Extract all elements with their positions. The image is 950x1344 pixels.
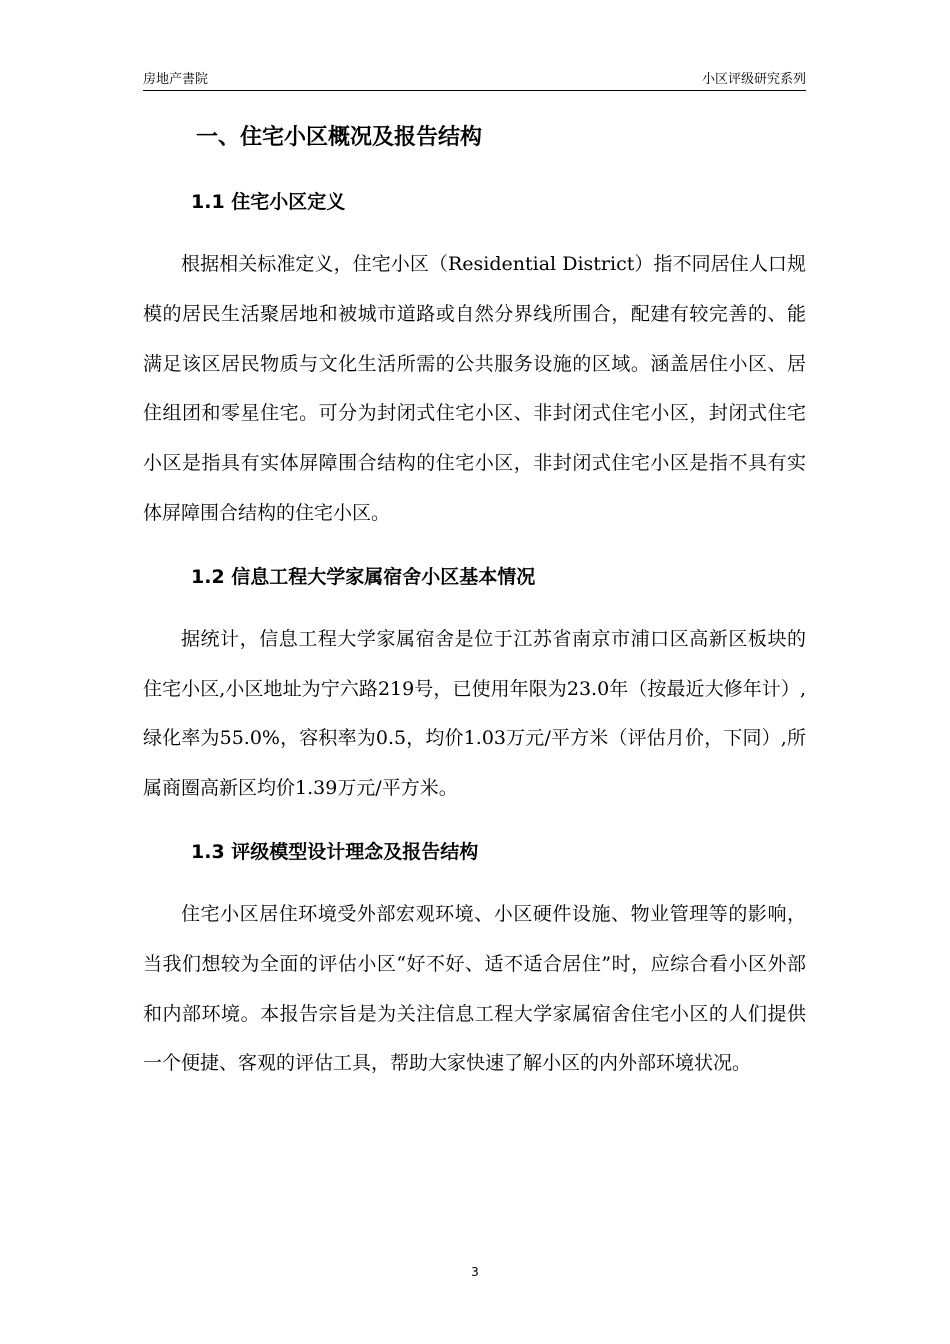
- header-series: 小区评级研究系列: [701, 72, 806, 87]
- section-paragraph-1-3: 住宅小区居住环境受外部宏观环境、小区硬件设施、物业管理等的影响，当我们想较为全面的评估小区“好不好、适不适合居住”时，应综合看小区外部和内部环境。本报告宗旨是为关注信息工程大学家属宿舍住宅小区的人们提供一个便捷、客观的评估工具，帮助大家快速了解小区的内外部环境状况。: [143, 902, 806, 1075]
- page-header: [143, 66, 806, 91]
- section-paragraph-1-2: 据统计，信息工程大学家属宿舍是位于江苏省南京市浦口区高新区板块的住宅小区,小区地址为宁六路219号，已使用年限为23.0年（按最近大修年计）,绿化率为55.0%，容积率为0.5，均价1.03万元/平方米（评估月价，下同）,所属商圈高新区均价1.39万元/平方米。: [143, 627, 806, 800]
- page-number: 3: [471, 1265, 479, 1279]
- section-heading-1-3: 1.3 评级模型设计理念及报告结构: [191, 840, 479, 863]
- document-body: [143, 118, 806, 1089]
- section-heading-1-2: 1.2 信息工程大学家属宿舍小区基本情况: [191, 565, 536, 588]
- chapter-title: 一、住宅小区概况及报告结构: [196, 125, 483, 150]
- section-paragraph-1-1: 根据相关标准定义，住宅小区（Residential District）指不同居住人口规模的居民生活聚居地和被城市道路或自然分界线所围合，配建有较完善的、能满足该区居民物质与文化生活所需的公共服务设施的区域。涵盖居住小区、居住组团和零星住宅。可分为封闭式住宅小区、非封闭式住宅小区，封闭式住宅小区是指具有实体屏障围合结构的住宅小区，非封闭式住宅小区是指不具有实体屏障围合结构的住宅小区。: [143, 253, 806, 524]
- section-heading-1-1: 1.1 住宅小区定义: [191, 191, 346, 213]
- header-publisher: 房地产書院: [143, 72, 209, 87]
